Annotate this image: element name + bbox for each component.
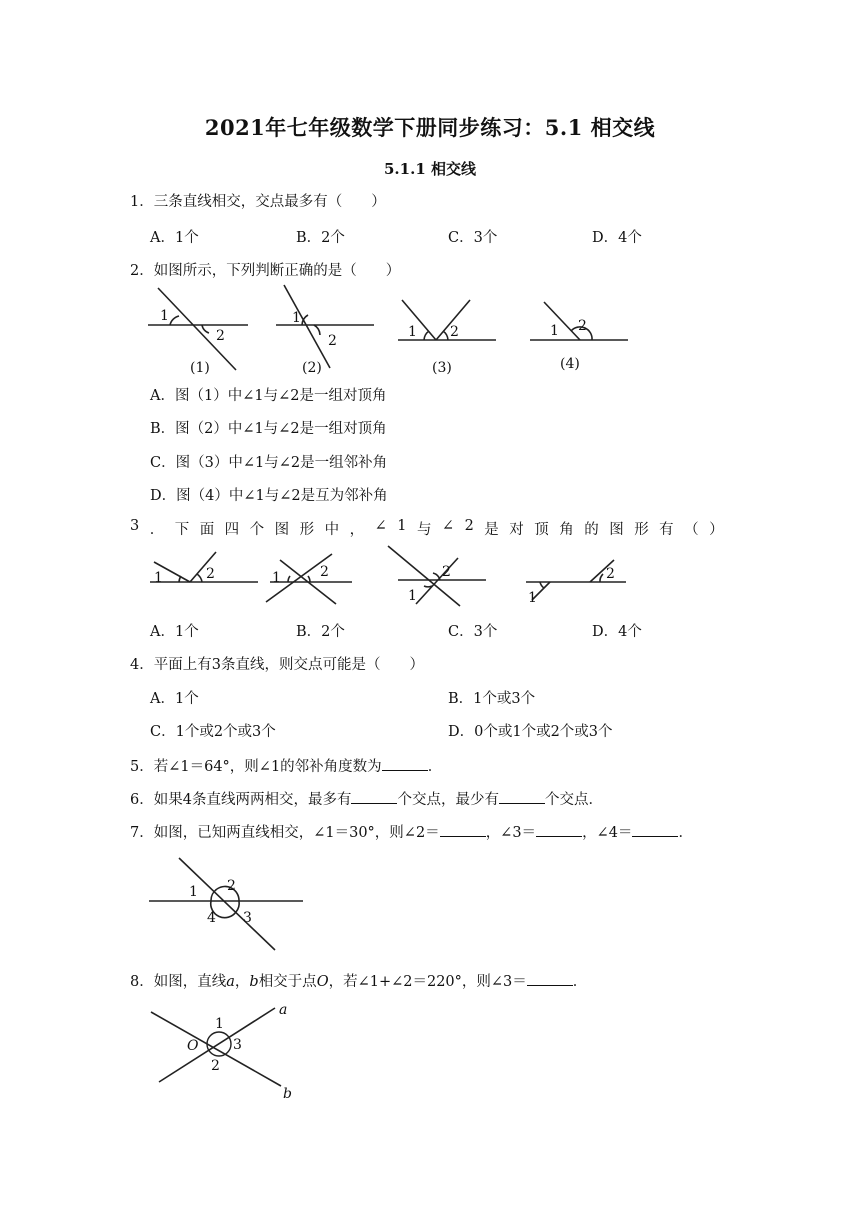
q5-stem: 5．若∠1＝64°，则∠1的邻补角度数为 ．	[130, 755, 442, 776]
svg-text:2: 2	[320, 564, 329, 580]
q3-figures	[140, 540, 640, 610]
q2-fig4-angle-2: 2	[578, 318, 587, 334]
q2-figure-2	[276, 285, 374, 376]
page-title: 2021年七年级数学下册同步练习：5.1 相交线	[204, 115, 656, 140]
q8-line-a-label: a	[279, 1002, 288, 1018]
q7-answer-blank-1[interactable]	[440, 822, 486, 837]
q2-figure-3	[398, 300, 496, 376]
q6-answer-blank-2[interactable]	[499, 789, 545, 804]
q3-option-a: A．1个	[150, 624, 199, 640]
q3-stem: 3 ． 下 面 四 个 图 形 中 ， ∠ 1 与 ∠ 2 是 对 顶 角 的 图 形 有 （ ）	[130, 518, 724, 538]
q7-angle-3: 3	[243, 910, 252, 926]
q8-stem: 8．如图，直线a，b相交于点O，若∠1+∠2＝220°，则∠3＝ ．	[130, 970, 587, 991]
svg-text:2: 2	[442, 564, 451, 580]
q2-fig3-label: (3)	[432, 360, 452, 376]
svg-text:1: 1	[154, 570, 163, 586]
q2-fig4-label: (4)	[560, 356, 580, 372]
q3-figure-2	[266, 554, 352, 604]
q4-option-a: A．1个	[150, 691, 199, 707]
svg-text:2: 2	[606, 566, 615, 582]
q7-angle-1: 1	[189, 884, 198, 900]
q5-answer-blank[interactable]	[382, 756, 428, 771]
q2-fig4-angle-1: 1	[550, 323, 559, 339]
q8-figure	[145, 998, 305, 1103]
q8-angle-1: 1	[215, 1016, 224, 1032]
svg-text:1: 1	[528, 590, 537, 606]
q1-option-b: B．2个	[296, 230, 345, 246]
q3-figure-3	[388, 546, 486, 606]
section-subtitle: 5.1.1 相交线	[384, 160, 476, 178]
q1-option-c: C．3个	[448, 230, 498, 246]
q2-option-a: A．图（1）中∠1与∠2是一组对顶角	[150, 388, 387, 404]
q4-option-d: D．0个或1个或2个或3个	[448, 724, 613, 740]
q8-angle-2: 2	[211, 1058, 220, 1074]
q3-option-b: B．2个	[296, 624, 345, 640]
q2-fig2-angle-1: 1	[292, 310, 301, 326]
q2-fig2-label: (2)	[302, 360, 322, 376]
q2-option-b: B．图（2）中∠1与∠2是一组对顶角	[150, 421, 387, 437]
q2-figures	[140, 280, 640, 380]
q8-angle-3: 3	[233, 1037, 242, 1053]
q4-option-b: B．1个或3个	[448, 691, 536, 707]
q6-stem: 6．如果4条直线两两相交，最多有 个交点，最少有 个交点．	[130, 788, 603, 809]
q2-figure-1	[148, 288, 248, 376]
q3-figure-4	[526, 560, 626, 606]
q1-option-d: D．4个	[592, 230, 642, 246]
svg-text:2: 2	[206, 566, 215, 582]
q2-stem: 2．如图所示，下列判断正确的是（ ）	[130, 263, 401, 279]
q2-fig1-angle-2: 2	[216, 328, 225, 344]
q8-point-o-label: O	[187, 1038, 199, 1054]
q8-answer-blank[interactable]	[527, 971, 573, 986]
q7-angle-2: 2	[227, 878, 236, 894]
q6-answer-blank-1[interactable]	[351, 789, 397, 804]
svg-text:1: 1	[272, 570, 281, 586]
q2-option-d: D．图（4）中∠1与∠2是互为邻补角	[150, 488, 388, 504]
q8-line-b-label: b	[283, 1086, 292, 1102]
q7-answer-blank-3[interactable]	[632, 822, 678, 837]
q1-option-a: A．1个	[150, 230, 199, 246]
q4-option-c: C．1个或2个或3个	[150, 724, 276, 740]
q2-figure-4	[530, 302, 628, 372]
q2-fig2-angle-2: 2	[328, 333, 337, 349]
q2-fig1-angle-1: 1	[160, 308, 169, 324]
q2-option-c: C．图（3）中∠1与∠2是一组邻补角	[150, 455, 388, 471]
q7-stem: 7．如图，已知两直线相交，∠1＝30°，则∠2＝ ，∠3＝ ，∠4＝ ．	[130, 821, 693, 842]
q7-figure	[145, 852, 315, 957]
q7-angle-4: 4	[207, 910, 216, 926]
q3-option-d: D．4个	[592, 624, 642, 640]
q3-figure-1	[150, 552, 258, 586]
q2-fig3-angle-2: 2	[450, 324, 459, 340]
q3-option-c: C．3个	[448, 624, 498, 640]
svg-text:1: 1	[408, 588, 417, 604]
q7-answer-blank-2[interactable]	[536, 822, 582, 837]
q4-stem: 4．平面上有3条直线，则交点可能是（ ）	[130, 657, 424, 673]
q1-stem: 1．三条直线相交，交点最多有（ ）	[130, 194, 386, 210]
q2-fig3-angle-1: 1	[408, 324, 417, 340]
q2-fig1-label: (1)	[190, 360, 210, 376]
